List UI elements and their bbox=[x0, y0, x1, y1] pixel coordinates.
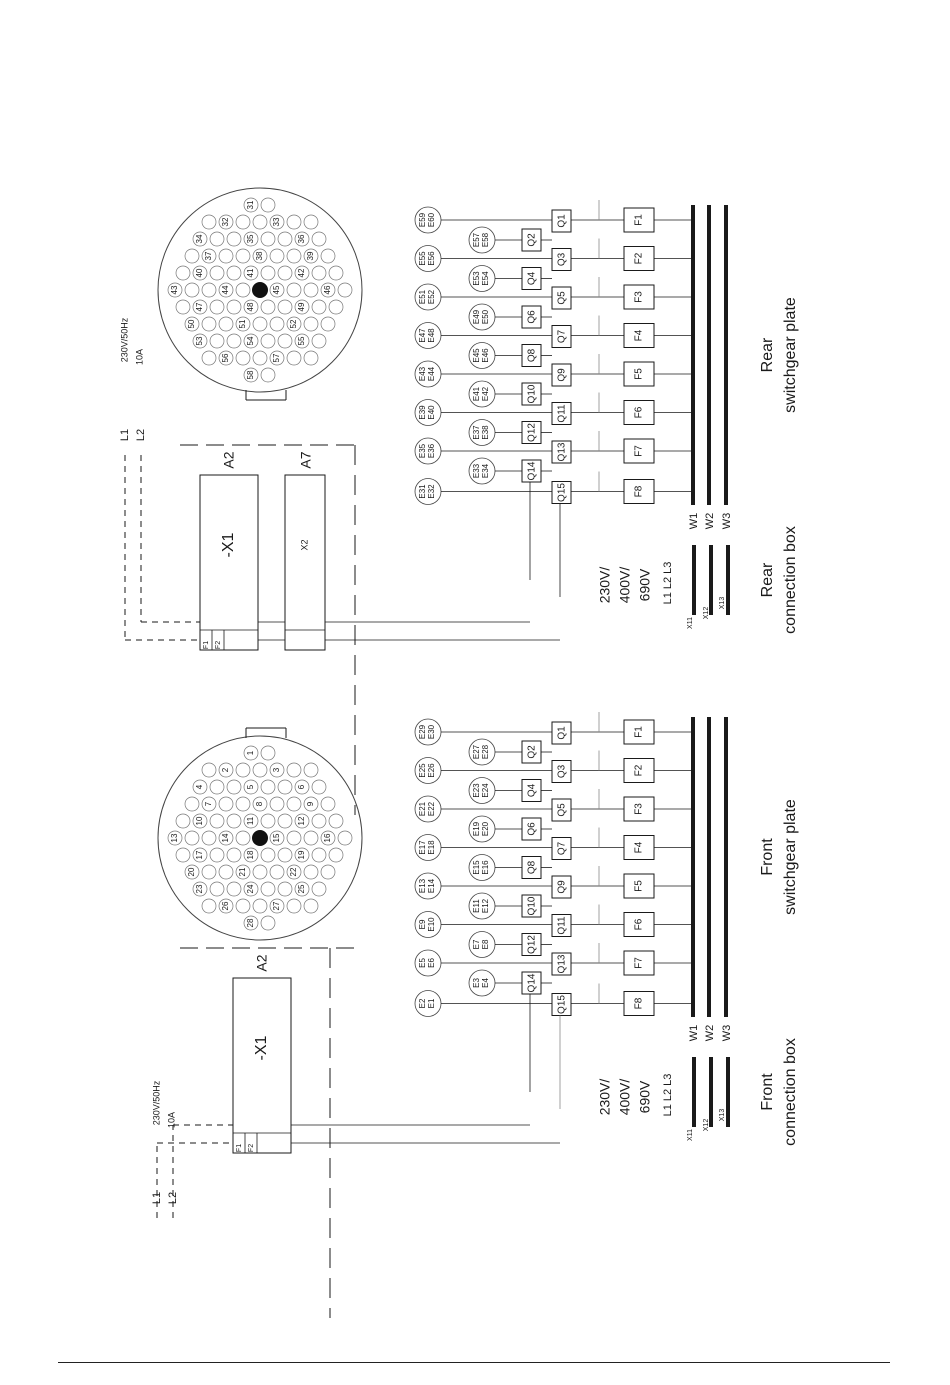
supply-fuse: 10A bbox=[134, 348, 145, 366]
fuse-label: F7 bbox=[633, 445, 645, 457]
contactor-label: Q10 bbox=[526, 896, 538, 916]
module-f1: F1 bbox=[235, 1143, 243, 1153]
contactor-label: Q3 bbox=[556, 764, 568, 779]
switchgear-subtitle: switchgear plate bbox=[782, 799, 800, 915]
module-name: A2 bbox=[220, 451, 237, 469]
connection-box-subtitle: connection box bbox=[782, 526, 800, 634]
element-label: E12 bbox=[481, 898, 491, 914]
element-label: E39 bbox=[418, 405, 428, 420]
element-label: E10 bbox=[427, 917, 437, 932]
switchgear-title: Front bbox=[759, 838, 777, 876]
supply-l1: L1 bbox=[150, 1191, 163, 1205]
tube-number: 8 bbox=[255, 801, 265, 807]
connection-box-title: Front bbox=[759, 1073, 777, 1111]
supply-l1: L1 bbox=[118, 428, 131, 442]
fuse-label: F5 bbox=[633, 880, 645, 892]
tube-number: 28 bbox=[246, 918, 256, 928]
tube-number: 55 bbox=[297, 336, 307, 346]
tube-number: 10 bbox=[195, 816, 205, 826]
contactor-label: Q4 bbox=[526, 271, 538, 286]
tube-number: 56 bbox=[221, 353, 231, 363]
tube-number: 11 bbox=[246, 816, 256, 826]
fuse-label: F3 bbox=[633, 291, 645, 303]
element-label: E22 bbox=[427, 801, 437, 817]
tube-number: 57 bbox=[272, 353, 282, 363]
contactor-label: Q11 bbox=[556, 404, 568, 423]
element-label: E27 bbox=[472, 744, 482, 760]
supply-l2: L2 bbox=[134, 428, 147, 442]
element-label: E16 bbox=[481, 860, 491, 875]
element-label: E34 bbox=[481, 463, 491, 479]
tube-number: 44 bbox=[221, 285, 231, 295]
terminal-label: X12 bbox=[702, 606, 710, 620]
element-label: E11 bbox=[472, 899, 482, 913]
tube-number: 32 bbox=[221, 217, 231, 227]
element-label: E55 bbox=[418, 251, 428, 266]
voltage-label: 230V/ bbox=[596, 566, 613, 604]
element-label: E15 bbox=[472, 860, 482, 875]
element-label: E8 bbox=[481, 939, 491, 950]
terminal-label: X13 bbox=[718, 1108, 726, 1122]
tube-number: 45 bbox=[272, 285, 282, 295]
tube-number: 47 bbox=[195, 302, 205, 312]
element-label: E13 bbox=[418, 878, 428, 894]
element-label: E38 bbox=[481, 425, 491, 440]
element-label: E35 bbox=[418, 443, 428, 459]
contactor-label: Q1 bbox=[556, 214, 568, 228]
tube-number: 41 bbox=[246, 268, 256, 278]
element-label: E48 bbox=[427, 328, 437, 343]
connection-box-subtitle: connection box bbox=[782, 1038, 800, 1146]
tube-number: 14 bbox=[221, 833, 231, 843]
element-label: E5 bbox=[418, 958, 428, 968]
tube-number: 15 bbox=[272, 833, 282, 843]
voltage-label: 400V/ bbox=[616, 1078, 633, 1116]
element-label: E41 bbox=[472, 386, 482, 402]
element-label: E33 bbox=[472, 463, 482, 479]
module-a7-connector: X2 bbox=[299, 539, 310, 551]
tube-number: 2 bbox=[221, 767, 231, 773]
voltage-label: 230V/ bbox=[596, 1078, 613, 1116]
tube-number: 17 bbox=[195, 850, 205, 860]
contactor-label: Q4 bbox=[526, 783, 538, 798]
element-label: E60 bbox=[427, 212, 437, 228]
switchgear-title: Rear bbox=[759, 337, 777, 373]
element-label: E45 bbox=[472, 348, 482, 363]
module-connector-label: -X1 bbox=[253, 1035, 271, 1061]
tube-number: 20 bbox=[187, 867, 197, 877]
element-label: E46 bbox=[481, 348, 491, 363]
element-label: E29 bbox=[418, 724, 428, 740]
element-label: E43 bbox=[418, 366, 428, 382]
supply-rating: 230V/50Hz bbox=[151, 1080, 162, 1126]
tube-number: 58 bbox=[246, 370, 256, 380]
element-label: E23 bbox=[472, 783, 482, 798]
tube-number: 9 bbox=[306, 801, 316, 807]
element-label: E6 bbox=[427, 958, 437, 968]
connection-box-title: Rear bbox=[759, 562, 777, 598]
contactor-label: Q15 bbox=[556, 483, 568, 502]
tube-number: 12 bbox=[297, 816, 307, 826]
busbar-label-w1: W1 bbox=[687, 1024, 700, 1042]
module-f2: F2 bbox=[214, 640, 222, 650]
contactor-label: Q6 bbox=[526, 310, 538, 324]
tube-number: 39 bbox=[306, 251, 316, 261]
contactor-label: Q7 bbox=[556, 329, 568, 344]
contactor-label: Q7 bbox=[556, 841, 568, 856]
element-label: E30 bbox=[427, 724, 437, 740]
contactor-label: Q5 bbox=[556, 803, 568, 817]
tube-number: 26 bbox=[221, 901, 231, 911]
supply-rating: 230V/50Hz bbox=[119, 317, 130, 363]
fuse-label: F1 bbox=[633, 214, 645, 226]
contactor-label: Q9 bbox=[556, 368, 568, 382]
element-label: E58 bbox=[481, 232, 491, 248]
tube-number: 16 bbox=[323, 833, 333, 843]
fuse-label: F2 bbox=[633, 252, 645, 265]
module-a7 bbox=[285, 475, 325, 650]
contactor-label: Q9 bbox=[556, 880, 568, 894]
busbar-label-w1: W1 bbox=[687, 512, 700, 530]
contactor-label: Q15 bbox=[556, 995, 568, 1014]
module-name: A2 bbox=[253, 954, 270, 972]
tube-number: 21 bbox=[238, 867, 248, 877]
front-section bbox=[151, 712, 799, 1318]
element-label: E17 bbox=[418, 840, 428, 855]
element-label: E31 bbox=[418, 484, 428, 499]
rear-section bbox=[119, 188, 799, 815]
contactor-label: Q2 bbox=[526, 745, 538, 759]
contactor-label: Q8 bbox=[526, 348, 538, 363]
tube-number: 48 bbox=[246, 302, 256, 312]
tube-number: 13 bbox=[170, 833, 180, 843]
element-label: E9 bbox=[418, 919, 428, 930]
element-label: E52 bbox=[427, 289, 437, 305]
element-label: E36 bbox=[427, 443, 437, 459]
tube-number: 22 bbox=[289, 867, 299, 877]
fuse-label: F5 bbox=[633, 368, 645, 380]
element-label: E42 bbox=[481, 386, 491, 402]
contactor-label: Q12 bbox=[526, 423, 538, 442]
element-label: E4 bbox=[481, 978, 491, 988]
switchgear-subtitle: switchgear plate bbox=[782, 297, 800, 413]
element-label: E1 bbox=[427, 998, 437, 1009]
fuse-label: F7 bbox=[633, 957, 645, 969]
element-label: E14 bbox=[427, 878, 437, 894]
element-label: E57 bbox=[472, 232, 482, 248]
terminal-label: X11 bbox=[686, 617, 694, 629]
tube-number: 19 bbox=[297, 850, 307, 860]
tube-number: 35 bbox=[246, 234, 256, 244]
contactor-label: Q1 bbox=[556, 726, 568, 740]
phase-label: L1 L2 L3 bbox=[661, 561, 674, 605]
module-f2: F2 bbox=[247, 1143, 255, 1153]
voltage-label: 690V bbox=[636, 1080, 653, 1114]
fuse-label: F6 bbox=[633, 918, 645, 931]
element-label: E37 bbox=[472, 425, 482, 440]
contactor-label: Q10 bbox=[526, 384, 538, 404]
element-label: E32 bbox=[427, 484, 437, 499]
fuse-label: F3 bbox=[633, 803, 645, 815]
element-label: E44 bbox=[427, 366, 437, 382]
module-a2 bbox=[233, 978, 291, 1153]
contactor-label: Q14 bbox=[526, 973, 538, 993]
element-label: E51 bbox=[418, 289, 428, 305]
plate-center bbox=[252, 282, 268, 298]
tube-number: 46 bbox=[323, 285, 333, 295]
tube-number: 4 bbox=[195, 784, 205, 790]
terminal-label: X13 bbox=[718, 596, 726, 610]
element-label: E25 bbox=[418, 763, 428, 778]
tube-number: 36 bbox=[297, 234, 307, 244]
contactor-label: Q11 bbox=[556, 916, 568, 935]
supply-fuse: 10A bbox=[166, 1111, 177, 1129]
tube-number: 53 bbox=[195, 336, 205, 346]
tube-number: 51 bbox=[238, 319, 248, 329]
element-label: E24 bbox=[481, 783, 491, 798]
element-label: E19 bbox=[472, 821, 482, 837]
module-f1: F1 bbox=[202, 640, 210, 650]
element-label: E2 bbox=[418, 998, 428, 1009]
module-a7-name: A7 bbox=[297, 451, 314, 469]
fuse-label: F4 bbox=[633, 841, 645, 854]
voltage-label: 690V bbox=[636, 568, 653, 602]
tube-number: 43 bbox=[170, 285, 180, 295]
element-label: E20 bbox=[481, 821, 491, 837]
element-label: E54 bbox=[481, 271, 491, 286]
busbar-label-w2: W2 bbox=[703, 512, 716, 530]
terminal-label: X11 bbox=[686, 1129, 694, 1141]
contactor-label: Q12 bbox=[526, 935, 538, 954]
tube-number: 6 bbox=[297, 784, 307, 790]
tube-number: 25 bbox=[297, 884, 307, 894]
element-label: E18 bbox=[427, 840, 437, 855]
element-label: E49 bbox=[472, 309, 482, 325]
contactor-label: Q5 bbox=[556, 291, 568, 305]
footer-rule bbox=[58, 1362, 890, 1363]
terminal-label: X12 bbox=[702, 1118, 710, 1132]
module-a2 bbox=[200, 475, 258, 650]
tube-number: 49 bbox=[297, 302, 307, 312]
element-label: E21 bbox=[418, 801, 428, 817]
voltage-label: 400V/ bbox=[616, 566, 633, 604]
contactor-label: Q2 bbox=[526, 233, 538, 247]
busbar-label-w3: W3 bbox=[720, 512, 733, 530]
fuse-label: F4 bbox=[633, 329, 645, 342]
element-label: E26 bbox=[427, 763, 437, 778]
tube-number: 7 bbox=[204, 801, 214, 807]
tube-number: 31 bbox=[246, 200, 256, 210]
module-connector-label: -X1 bbox=[220, 532, 238, 558]
tube-number: 42 bbox=[297, 268, 307, 278]
busbar-label-w3: W3 bbox=[720, 1024, 733, 1042]
tube-number: 33 bbox=[272, 217, 282, 227]
contactor-label: Q3 bbox=[556, 252, 568, 267]
tube-number: 54 bbox=[246, 336, 256, 346]
element-label: E7 bbox=[472, 939, 482, 950]
element-label: E3 bbox=[472, 978, 482, 988]
tube-number: 27 bbox=[272, 901, 282, 911]
element-label: E56 bbox=[427, 251, 437, 266]
fuse-label: F8 bbox=[633, 485, 645, 498]
tube-number: 1 bbox=[246, 750, 256, 756]
element-label: E59 bbox=[418, 212, 428, 228]
tube-number: 38 bbox=[255, 251, 265, 261]
element-label: E28 bbox=[481, 744, 491, 760]
tube-number: 5 bbox=[246, 784, 256, 790]
element-label: E47 bbox=[418, 328, 428, 343]
element-label: E53 bbox=[472, 271, 482, 286]
contactor-label: Q13 bbox=[556, 954, 568, 974]
contactor-label: Q14 bbox=[526, 461, 538, 481]
fuse-label: F6 bbox=[633, 406, 645, 419]
contactor-label: Q6 bbox=[526, 822, 538, 836]
tube-number: 18 bbox=[246, 850, 256, 860]
tube-number: 34 bbox=[195, 234, 205, 244]
contactor-label: Q13 bbox=[556, 442, 568, 462]
tube-number: 24 bbox=[246, 884, 256, 894]
fuse-label: F1 bbox=[633, 726, 645, 738]
element-label: E50 bbox=[481, 309, 491, 325]
tube-number: 52 bbox=[289, 319, 299, 329]
plate-center bbox=[252, 830, 268, 846]
fuse-label: F2 bbox=[633, 764, 645, 777]
phase-label: L1 L2 L3 bbox=[661, 1073, 674, 1117]
tube-number: 23 bbox=[195, 884, 205, 894]
contactor-label: Q8 bbox=[526, 860, 538, 875]
tube-number: 50 bbox=[187, 319, 197, 329]
busbar-label-w2: W2 bbox=[703, 1024, 716, 1042]
tube-number: 37 bbox=[204, 251, 214, 261]
element-label: E40 bbox=[427, 405, 437, 420]
fuse-label: F8 bbox=[633, 997, 645, 1010]
supply-l2: L2 bbox=[166, 1191, 179, 1205]
tube-number: 40 bbox=[195, 268, 205, 278]
tube-number: 3 bbox=[272, 767, 282, 773]
